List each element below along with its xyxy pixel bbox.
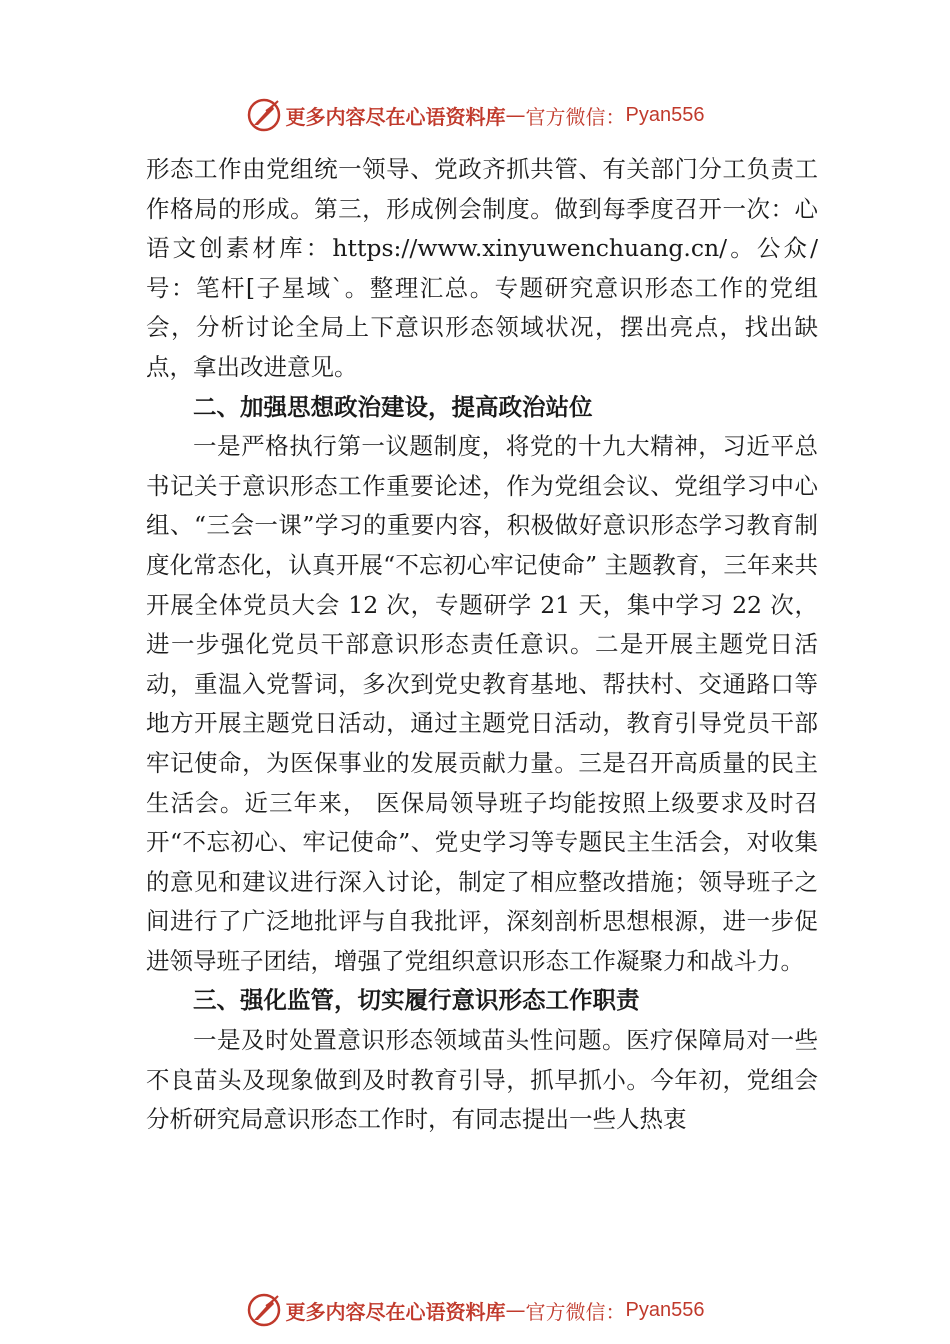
header-separator: — (505, 103, 526, 127)
header-banner (0, 95, 950, 135)
header-brand: 更多内容尽在心语资料库 (285, 104, 506, 129)
section-heading-2: 二、加强思想政治建设，提高政治站位 (193, 392, 593, 421)
footer-wechat-id: Pyan556 (625, 1298, 705, 1321)
body-paragraph-3: 一是及时处置意识形态领域苗头性问题。医疗保障局对一些不良苗头及现象做到及时教育引导，抓早抓小。今年初，党组会分析研究局意识形态工作时，有同志提出一些人热衷 (146, 1026, 818, 1134)
footer-brand: 更多内容尽在心语资料库 (285, 1299, 506, 1324)
header-wechat-id: Pyan556 (625, 103, 705, 126)
body-paragraph-1: 形态工作由党组统一领导、党政齐抓共管、有关部门分工负责工作格局的形成。第三，形成例会制度。做到每季度召开一次：心语文创素材库：https://www.xinyuwenchuang.cn/。公众/号：笔杆[子星域`。整理汇总。专题研究意识形态工作的党组会，分析讨论全局上下意识形态领域状况，摆出亮点，找出缺点，拿出改进意见。 (146, 155, 818, 381)
section-heading-3: 三、强化监管，切实履行意识形态工作职责 (193, 986, 640, 1015)
document-body (146, 150, 818, 1140)
quill-logo-icon (246, 1292, 282, 1328)
header-wechat-label: 官方微信： (525, 104, 626, 129)
footer-wechat-label: 官方微信： (525, 1299, 626, 1324)
footer-banner (0, 1290, 950, 1330)
footer-separator: — (505, 1298, 526, 1322)
body-paragraph-2: 一是严格执行第一议题制度，将党的十九大精神，习近平总书记关于意识形态工作重要论述，作为党组会议、党组学习中心组、“三会一课”学习的重要内容，积极做好意识形态学习教育制度化常态化，认真开展“不忘初心牢记使命” 主题教育，三年来共开展全体党员大会 12 次，专题研学 21 天，集中学习 22 次，进一步强化党员干部意识形态责任意识。二是开展主题党日活动，重温入党誓词，多次到党史教育基地、帮扶村、交通路口等地方开展主题党日活动，通过主题党日活动，教育引导党员干部牢记使命，为医保事业的发展贡献力量。三是召开高质量的民主生活会。近三年来， 医保局领导班子均能按照上级要求及时召开“不忘初心、牢记使命”、党史学习等专题民主生活会，对收集的意见和建议进行深入讨论，制定了相应整改措施；领导班子之间进行了广泛地批评与自我批评，深刻剖析思想根源，进一步促进领导班子团结，增强了党组织意识形态工作凝聚力和战斗力。 (146, 432, 818, 975)
quill-logo-icon (246, 97, 282, 133)
